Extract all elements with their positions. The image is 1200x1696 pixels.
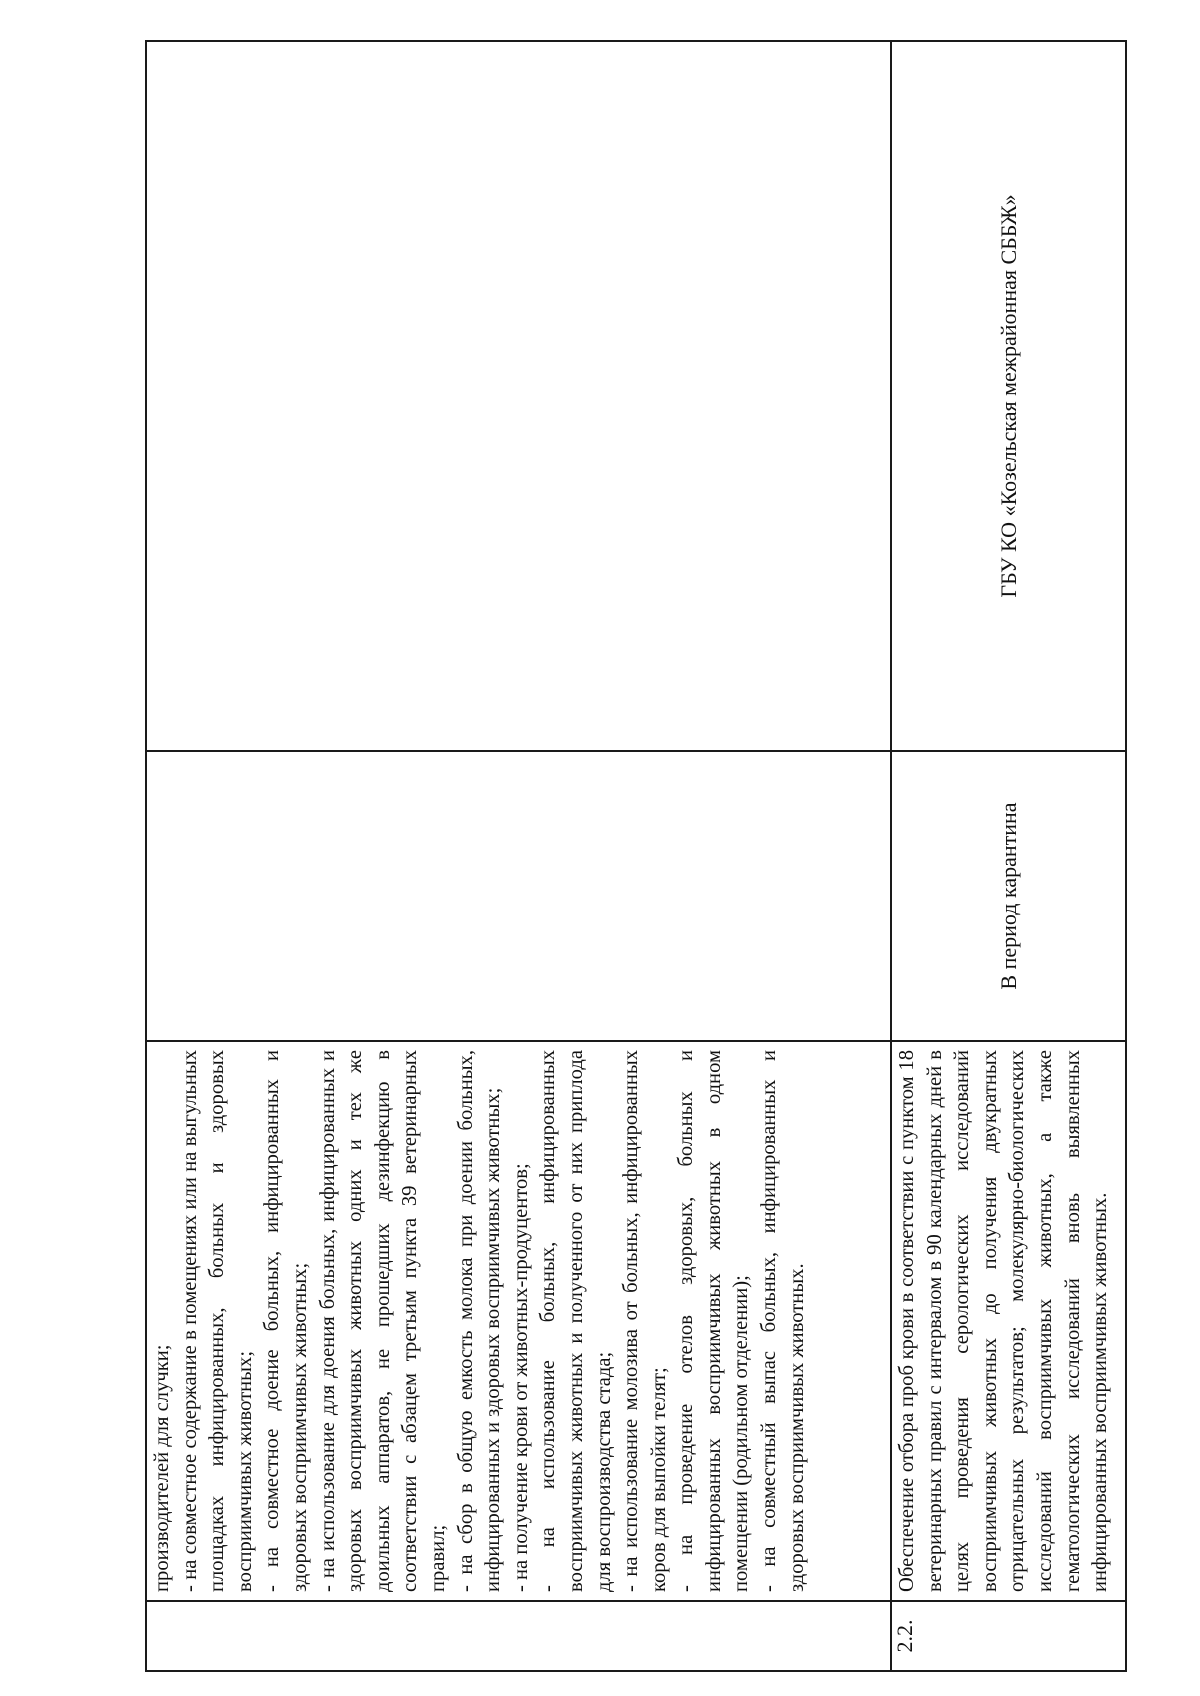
rotated-page <box>145 42 1125 1672</box>
text-line: - на использование молозива от больных, инфицированных коров для выпойки телят; <box>620 1050 670 1592</box>
row-number-cell <box>146 1601 891 1671</box>
text-line: - на совместное содержание в помещениях или на выгульных площадках инфицированных, больных и здоровых восприимчивых животных; <box>178 1050 256 1592</box>
text-line: Обеспечение отбора проб крови в соответствии с пунктом 18 ветеринарных правил с интервалом в 90 календарных дней в целях проведения серологических исследований восприимчивых животных до получения двукратных отрицательных результатов; молекулярно-биологических исследований восприимчивых животных, а также гематологических исследований вновь выявленных инфицированных восприимчивых животных. <box>896 1050 1112 1592</box>
row-number-cell <box>891 1601 1126 1671</box>
text-line: - на использование для доения больных, инфицированных и здоровых восприимчивых животных одних и тех же доильных аппаратов, не прошедших дезинфекцию в соответствии с абзацем третьим пункта 39 ветеринарных правил; <box>316 1050 449 1592</box>
table-row <box>891 41 1126 1671</box>
measure-text-cell <box>891 1041 1126 1601</box>
responsible-text: ГБУ КО «Козельская межрайонная СББЖ» <box>995 194 1021 598</box>
text-line: - на проведение отелов здоровых, больных и инфицированных восприимчивых животных в одном помещении (родильном отделении); <box>675 1050 753 1592</box>
text-line: - на использование больных, инфицированных восприимчивых животных и полученного от них приплода для воспроизводства стада; <box>537 1050 615 1592</box>
measure-text-cell <box>146 1041 891 1601</box>
responsible-cell <box>891 41 1126 751</box>
period-text: В период карантина <box>995 802 1021 990</box>
period-cell <box>146 751 891 1041</box>
text-line: - на совместный выпас больных, инфицированных и здоровых восприимчивых животных. <box>758 1050 808 1592</box>
text-line: производителей для случки; <box>151 1344 173 1592</box>
text-line: - на получение крови от животных-продуцентов; <box>509 1163 532 1592</box>
text-line: - на совместное доение больных, инфицированных и здоровых восприимчивых животных; <box>261 1050 311 1592</box>
table-row <box>146 41 891 1671</box>
period-cell <box>891 751 1126 1041</box>
row-number: 2.2. <box>892 1619 917 1653</box>
measures-table <box>145 40 1127 1672</box>
responsible-cell <box>146 41 891 751</box>
text-line: - на сбор в общую емкость молока при доении больных, инфицированных и здоровых восприимчивых животных; <box>454 1050 505 1592</box>
